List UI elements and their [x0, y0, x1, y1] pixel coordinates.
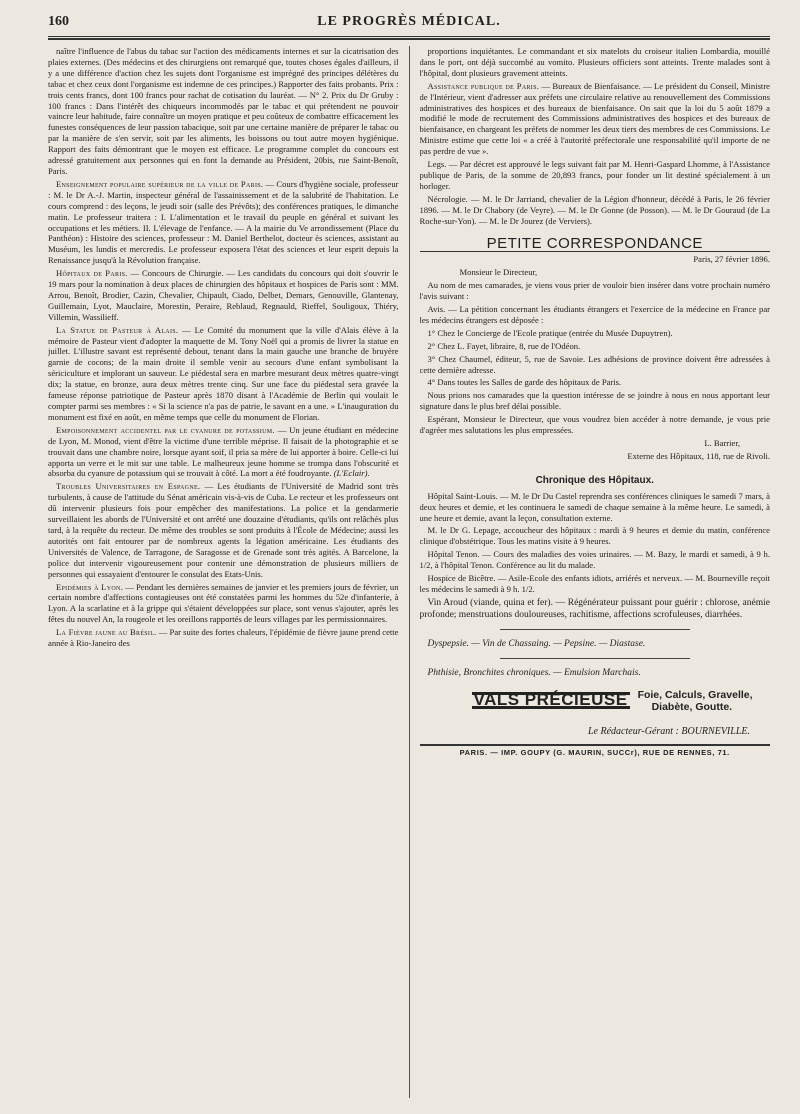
chronique-item: Hôpital Saint-Louis. — M. le Dr Du Castel reprendra ses conférences cliniques le samedi 7 mars, à deux heures et demie, et les continuera le samedi de chaque semaine à la même heure. Le samedi, à une heure et demie, avant la leçon, consultation externe. — [419, 490, 770, 523]
section-heading: Enseignement populaire supérieur de la ville de Paris. — [56, 178, 264, 189]
section-body: — Par suite des fortes chaleurs, l'épidémie de fièvre jaune prend cette année à Rio-Janeiro des — [48, 627, 399, 649]
section-statue — [48, 325, 399, 423]
letter-signature-address: Externe des Hôpitaux, 118, rue de Rivoli. — [627, 450, 770, 461]
section-body: — Concours de Chirurgie. — Les candidats du concours qui doit s'ouvrir le 19 mars pour la nomination à deux places de chirurgien des hôpitaux et hospices de Paris sont : MM. Arrou, Benoît, Brodier, Cazin, Chevalier, Chipault, Ciado, Delbet, Demars, Genouville, Glantenay, Guillemain, Lyot, Mauclaire, Morestin, Peraire, Reblaud, Regnauld, Rieffel, Souligoux, Thiéry, Villemin, Wassilieff. — [48, 268, 399, 322]
column-divider — [409, 46, 410, 1098]
section-necrologie: Nécrologie. — M. le Dr Jarriand, chevalier de la Légion d'honneur, décédé à Paris, le 26 février 1896. — M. le Dr Chabory (de Veyre). — M. le Dr Gonne (de Posson). — M. le Dr Gouraud (de La Roche-sur-Yon). — M. le Dr Jourez (de Verviers). — [419, 193, 770, 226]
section-empoisonnement — [48, 425, 399, 480]
ad-vals — [420, 689, 771, 713]
section-body: — Un jeune étudiant en médecine de Lyon, M. Monod, vient d'être la victime d'une terrible méprise. Il faisait de la photographie et se trouvait dans une chambre noire, lorsque ayant soif, il pria sa mère de lui apporter à boire. Celle-ci lui apporta un verre et le mit sur une table. Le malheureux jeune homme se trompa dans l'obscurité et absorba du cyanure de potassium qui se trouvait à côté. La mort a été foudroyante. — [48, 424, 399, 479]
redacteur-gerant — [420, 727, 771, 738]
petite-correspondance-title: PETITE CORRESPONDANCE — [420, 239, 771, 253]
vals-line: Diabète, Goutte. — [651, 700, 733, 713]
section-epidemies — [48, 582, 399, 626]
letter-list-item: 3° Chez Chaumel, éditeur, 5, rue de Savoie. Les adhésions de province doivent être adressées à cette dernière adresse. — [419, 353, 770, 375]
vals-indications — [638, 689, 753, 713]
section-hopitaux — [48, 268, 399, 323]
ad-emulsion: Phthisie, Bronchites chroniques. — Emulsion Marchais. — [427, 667, 641, 678]
page-header — [48, 14, 770, 34]
header-rule-thick — [48, 38, 770, 40]
columns — [48, 46, 770, 1098]
section-assistance — [420, 81, 771, 157]
chronique-item: Hôpital Tenon. — Cours des maladies des voies urinaires. — M. Bazy, le mardi et samedi, à 9 h. 1/2, à l'hôpital Tenon. Conférence au lit du malade. — [419, 549, 770, 571]
ad-vin-aroud: Vin Aroud (viande, quina et fer). — Régénérateur puissant pour guérir : chlorose, anémie profonde; menstruations douloureuses, rachitisme, affections scrofuleuses, diarrhées. — [419, 597, 770, 620]
section-body: — Bureaux de Bienfaisance. — Le président du Conseil, Ministre de l'Intérieur, vient d'adresser aux préfets une circulaire relative au renouvellement des Commissions administratives des hospices et des bureaux de bienfaisance. On sait que la loi du 5 août 1879 a modifié le mode de recrutement des Commissions administratives des hospices et des bureaux de bienfaisance, en chargeant les préfets de nommer les deux tiers des membres de ces Commissions. Le Ministre estime que cette loi « a créé à l'autorité préfectorale une responsabilité qu'il importe de ne pas perdre de vue ». — [419, 80, 770, 157]
imprint-line: PARIS. — IMP. GOUPY (G. MAURIN, SUCCr), RUE DE RENNES, 71. — [420, 744, 771, 759]
section-heading: Epidémies à Lyon. — [56, 581, 124, 592]
section-heading: La Statue de Pasteur à Alais. — [56, 324, 179, 335]
section-body: — Cours d'hygiène sociale, professeur : M. le Dr A.-J. Martin, inspecteur général de l'assainissement et de la salubrité de l'habitation. Le cours comprend : des leçons, le jeudi soir (salle des Prévôts); des conférences pratiques, le dimanche matin. Le professeur traitera : I. L'alimentation et le travail du peuple en général et suivant les occupations et les métiers. II. L'élevage de l'enfance. — A la mairie du Ve arrondissement (Place du Panthéon) : Histoire des sciences, professeur : M. Daniel Berthelot, docteur ès sciences, assistant au Muséum, les lundis et mercredis. Le professeur exposera l'état des sciences et leur esprit depuis la Renaissance jusqu'à la Révolution française. — [48, 178, 399, 266]
section-body: — Le Comité du monument que la ville d'Alais élève à la mémoire de Pasteur vient d'adopter la maquette de M. Tony Noël qui a promis de livrer la statue en juillet. L'illustre savant est représenté debout, tenant dans la main gauche une branche de bruyère garnie de cocons; de la main droite il semble venir au secours d'une enfant symbolisant la sériciculture et implorant un sauveur. Le piédestal sera en marbre mesurant deux mètres quatre-vingt dix; la statue, en bronze, aura deux mètres trente cinq. Sur une face du piédestal sera gravée la fameuse réponse patriotique de Pasteur après 1870 disant à l'Académie de Berlin qui voulait le compter parmi ses membres : « Si la science n'a pas de patrie, le savant en a une. » L'inauguration du monument est fixé en août, en même temps que celle du monument de Florian. — [48, 324, 399, 422]
letter-avis: Avis. — La pétition concernant les étudiants étrangers et l'exercice de la médecine en France par les médecins étrangers est déposée : — [419, 304, 770, 325]
ad-divider — [500, 629, 691, 630]
letter-paragraph: Au nom de mes camarades, je viens vous prier de vouloir bien insérer dans votre prochain numéro l'avis suivant : — [419, 280, 770, 302]
right-column — [420, 46, 771, 1098]
journal-title: LE PROGRÈS MÉDICAL. — [317, 14, 501, 29]
header-rule — [48, 36, 770, 37]
section-heading: La Fièvre jaune au Brésil. — [56, 627, 157, 638]
letter-date: Paris, 27 février 1896. — [693, 254, 770, 265]
left-column — [48, 46, 399, 1098]
paragraph-fievre-cont: proportions inquiétantes. Le commandant et six matelots du croiseur italien Lombardia, mouillé dans le port, ont déjà succombé au vomito. Plusieurs officiers sont atteints. Trente malades sont à l'hôpital, dont plusieurs gravement atteints. — [419, 46, 770, 78]
vals-brand: VALS PRÉCIEUSE — [473, 690, 628, 710]
section-heading: Empoisonnement accidentel par le cyanure de potassium. — [56, 424, 275, 435]
section-body: — Pendant les dernières semaines de janvier et les premiers jours de février, un certain nombre d'affections contagieuses ont été constatées parmi les hommes du 52e d'infanterie, à Lyon. A la scarlatine et à la grippe qui s'étaient développées sur place, sont venus s'ajouter, après les fêtes du nouvel An, la rougeole et les oreillons rapportés de leurs villages par les permissionnaires. — [48, 581, 399, 625]
chronique-item: M. le Dr G. Lepage, accoucheur des hôpitaux : mardi à 9 heures et demie du matin, conférence clinique d'obstétrique. Tous les matins visite à 9 heures. — [419, 525, 770, 547]
ad-vin-chassaing: Dyspepsie. — Vin de Chassaing. — Pepsine. — Diastase. — [427, 638, 646, 649]
ad-divider — [500, 658, 691, 659]
letter-salutation: Monsieur le Directeur, — [459, 267, 538, 278]
chronique-title: Chronique des Hôpitaux. — [535, 474, 654, 486]
section-fievre — [48, 627, 399, 649]
letter-signature: L. Barrier, — [704, 438, 740, 448]
source-credit: (L'Eclair). — [333, 468, 370, 479]
vals-line: Foie, Calculs, Gravelle, — [637, 688, 753, 701]
section-legs: Legs. — Par décret est approuvé le legs suivant fait par M. Henri-Gaspard Lhomme, à l'Assistance publique de Paris, de la somme de 20,893 francs, pour fonder un lit destiné spécialement à un horloger. — [419, 159, 770, 191]
section-heading: Troubles Universitaires en Espagne. — [56, 481, 201, 492]
paragraph-prize: naître l'influence de l'abus du tabac sur l'action des médicaments internes et sur la cicatrisation des plaies externes. (Des médecins et des chirurgiens ont remarqué que, toutes choses égales d'ailleurs, il y a une différence d'action chez les sujets dont l'organisme est imprégné des principes délétères du tabac et chez ceux dont l'organisme est indemne de ces principes.) Rapporter des faits probants. Prix : trois cents francs, dont 100 francs pour rachat de cotisation du lauréat. — N° 2. Prix du Dr Gruby : 100 francs : Dans l'intérêt des chiqueurs incommodés par le tabac et qui prétendent ne pouvoir vaincre leur habitude, faire connaître un moyen pratique et peu coûteux de combattre efficacement les funestes conséquences de leur passion tabacique, soit par une certaine manière de préparer le tabac ou par la manière de s'en servir, soit par les aliments, les boissons ou tout autre moyen hygiénique. Rapport des faits démontrant que le moyen est efficace. Le programme complet du concours est adressé gratuitement aux personnes qui en font la demande au Président, 20bis, rue Saint-Benoît, Paris. — [48, 46, 399, 176]
letter-paragraph: Espérant, Monsieur le Directeur, que vous voudrez bien accéder à notre demande, je vous prie d'agréer mes salutations les plus empressées. — [419, 414, 770, 436]
letter-list-item: 4° Dans toutes les Salles de garde des hôpitaux de Paris. — [427, 377, 622, 388]
section-troubles — [48, 481, 399, 579]
page-number: 160 — [48, 14, 69, 29]
gerant-text: Le Rédacteur-Gérant : BOURNEVILLE. — [588, 725, 750, 737]
letter-list-item: 2° Chez L. Fayet, libraire, 8, rue de l'Odéon. — [427, 340, 581, 351]
section-heading: Assistance publique de Paris. — [427, 80, 540, 91]
letter-list-item: 1° Chez le Concierge de l'Ecole pratique (entrée du Musée Dupuytren). — [427, 327, 673, 338]
letter-paragraph: Nous prions nos camarades que la question intéresse de se joindre à nous en nous apportant leur signature dans le plus bref délai possible. — [419, 390, 770, 412]
section-body: — Les étudiants de l'Université de Madrid sont très turbulents, à cause de l'attitude du Sénat américain vis-à-vis de Cuba. Le recteur et les professeurs ont dû intervenir plusieurs fois pour empêcher des manifestations. La police et la gendarmerie surveillaient les abords de l'Université et ont arrêté une douzaine d'étudiants, qu'ils ont relâchés plus tard, à la requête du recteur. De même des troubles se sont produits à l'École de Médecine; aussi les autorités ont fait entourer par de nombreux agents la légation américaine. Les étudiants des Universités de Valence, de Tarragone, de Saragosse et de Grenade sont très agités. A Barcelone, la police dut intervenir vigoureusement pour contenir une démonstration de plusieurs milliers de personnes qui essayaient d'entourer le consulat des Etats-Unis. — [48, 481, 399, 579]
chronique-item: Hospice de Bicêtre. — Asile-Ecole des enfants idiots, arriérés et nerveux. — M. Bourneville reçoit les médecins le samedi à 9 h. 1/2. — [419, 573, 770, 594]
section-heading: Hôpitaux de Paris. — [56, 268, 128, 279]
section-enseignement — [48, 179, 399, 266]
